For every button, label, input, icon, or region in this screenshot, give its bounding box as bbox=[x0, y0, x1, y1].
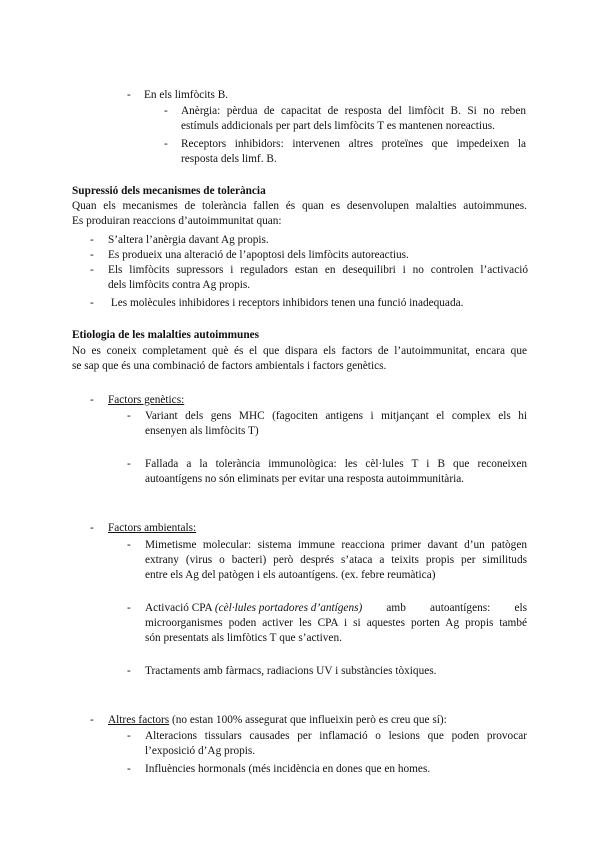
bullet-dash: - bbox=[127, 89, 131, 101]
list-item: Receptors inhibidors: intervenen altres proteïnes que impedeixen la bbox=[181, 138, 526, 150]
bullet-dash: - bbox=[164, 138, 168, 150]
list-item: Anèrgia: pèrdua de capacitat de resposta del limfòcit B. Si no reben bbox=[181, 105, 526, 117]
bullet-dash: - bbox=[90, 234, 94, 246]
subsection-title: Factors genètics: bbox=[108, 394, 185, 406]
bullet-dash: - bbox=[90, 264, 94, 276]
list-item-continuation: l’exposició d’Ag propis. bbox=[145, 745, 256, 757]
list-item-continuation: microorganismes poden activer les CPA i si aquestes porten Ag propis també bbox=[145, 617, 527, 629]
bullet-dash: - bbox=[164, 105, 168, 117]
list-item-continuation: extrany (virus o bacteri) però després s’ataca a teixits propis per similituds bbox=[145, 554, 527, 566]
bullet-dash: - bbox=[127, 763, 131, 775]
subsection-note: (no estan 100% assegurat que influeixin però es creu que sí): bbox=[169, 714, 447, 726]
bullet-dash: - bbox=[127, 730, 131, 742]
list-item: Tractaments amb fàrmacs, radiacions UV i substàncies tòxiques. bbox=[145, 665, 437, 677]
list-item-continuation: estímuls addicionals per part dels limfòcits T es mantenen noreactius. bbox=[181, 120, 495, 132]
list-item: S’altera l’anèrgia davant Ag propis. bbox=[108, 234, 269, 246]
list-item-continuation: ensenyen als limfòcits T) bbox=[145, 425, 259, 437]
bullet-dash: - bbox=[90, 522, 94, 534]
bullet-dash: - bbox=[127, 539, 131, 551]
subsection-title: Altres factors bbox=[108, 714, 170, 726]
list-item: Els limfòcits supressors i reguladors estan en desequilibri i no controlen l’activació bbox=[108, 264, 528, 276]
list-item-continuation: entre els Ag del patògen i els autoantígens. (ex. febre reumàtica) bbox=[145, 569, 436, 581]
list-item: Variant dels gens MHC (fagociten antigens i mitjançant el complex els hi bbox=[145, 410, 527, 422]
subsection-title: Factors ambientals: bbox=[108, 522, 197, 534]
paragraph-line: Quan els mecanismes de tolerància fallen és quan es desenvolupen malalties autoimmunes. bbox=[72, 200, 527, 212]
paragraph-line: se sap que és una combinació de factors ambientals i factors genètics. bbox=[72, 360, 387, 372]
list-item-continuation: resposta dels limf. B. bbox=[181, 153, 277, 165]
list-item: Mimetisme molecular: sistema immune reacciona primer davant d’un patògen bbox=[145, 539, 527, 551]
lymph-b-title: En els limfòcits B. bbox=[144, 89, 229, 101]
list-item: Les molècules inhibidores i receptors inhibidors tenen una funció inadequada. bbox=[108, 297, 464, 309]
section-heading: Etiologia de les malalties autoimmunes bbox=[72, 329, 260, 341]
section-heading: Supressió dels mecanismes de tolerància bbox=[72, 185, 266, 197]
list-item bbox=[145, 601, 527, 616]
list-item-continuation: autoantígens no són eliminats per evitar una resposta autoimmunitària. bbox=[145, 473, 465, 485]
bullet-dash: - bbox=[127, 410, 131, 422]
list-item: Alteracions tissulars causades per inflamació o lesions que poden provocar bbox=[145, 730, 527, 742]
bullet-dash: - bbox=[127, 602, 131, 614]
paragraph-line: No es coneix completament què és el que dispara els factors de l’autoimmunitat, encara que bbox=[72, 345, 527, 357]
paragraph-line: Es produiran reaccions d’autoimmunitat quan: bbox=[72, 215, 282, 227]
bullet-dash: - bbox=[90, 394, 94, 406]
list-item-emphasis: (cèl·lules portadores d’antígens) bbox=[214, 602, 363, 614]
list-item-continuation: són presentats als limfòtics T que s’activen. bbox=[145, 632, 342, 644]
bullet-dash: - bbox=[127, 665, 131, 677]
list-item-text: Activació CPA bbox=[145, 602, 215, 614]
bullet-dash: - bbox=[90, 249, 94, 261]
subsection-title-line bbox=[108, 713, 447, 728]
list-item: Fallada a la tolerància immunològica: les cèl·lules T i B que reconeixen bbox=[145, 458, 527, 470]
bullet-dash: - bbox=[127, 458, 131, 470]
bullet-dash: - bbox=[90, 297, 94, 309]
bullet-dash: - bbox=[90, 714, 94, 726]
list-item-continuation: dels limfòcits contra Ag propis. bbox=[108, 279, 251, 291]
list-item: Es produeix una alteració de l’apoptosi dels limfòcits autoreactius. bbox=[108, 249, 409, 261]
list-item-text: amb autoantígens: els bbox=[362, 602, 527, 614]
list-item: Influències hormonals (més incidència en dones que en homes. bbox=[145, 763, 431, 775]
